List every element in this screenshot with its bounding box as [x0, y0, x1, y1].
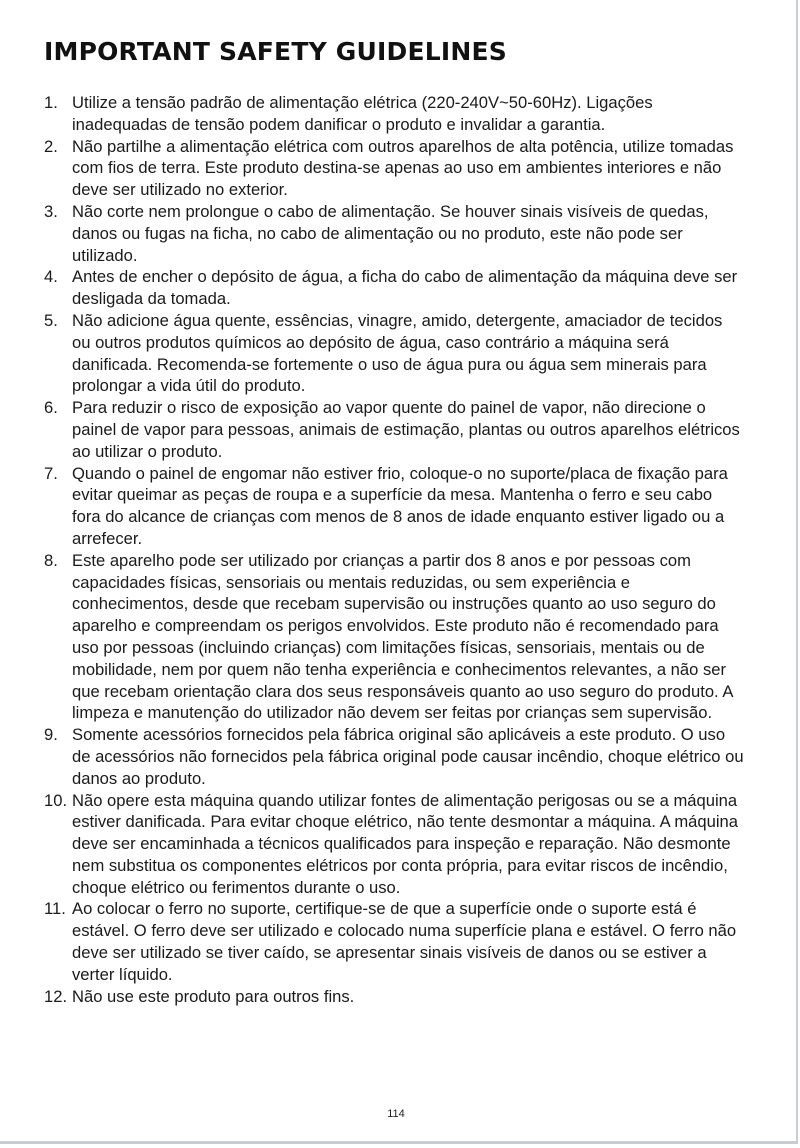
list-item [44, 92, 744, 136]
list-item [44, 724, 744, 789]
list-item-number: 9. [44, 725, 58, 745]
list-item-text: Este aparelho pode ser utilizado por crianças a partir dos 8 anos e por pessoas com capacidades físicas, sensoriais ou mentais reduzidas, ou sem experiência e conhecimentos, desde que recebam supervisão ou instruções quanto ao uso seguro do aparelho e compreendam os perigos envolvidos. Este produto não é recomendado para uso por pessoas (incluindo crianças) com limitações físicas, sensoriais, mentais ou de mobilidade, nem por quem não tenha experiência e conhecimentos relevantes, a não ser que recebam orientação clara dos seus responsáveis quanto ao uso seguro do produto. A limpeza e manutenção do utilizador não devem ser feitas por crianças sem supervisão. [72, 550, 733, 723]
list-item-number: 12. [44, 986, 68, 1006]
list-item-text: Não partilhe a alimentação elétrica com outros aparelhos de alta potência, utilize tomadas com fios de terra. Este produto destina-se apenas ao uso em ambientes interiores e não deve ser utilizado no exterior. [72, 136, 734, 200]
list-item-text: Quando o painel de engomar não estiver frio, coloque-o no suporte/placa de fixação para evitar queimar as peças de roupa e a superfície da mesa. Mantenha o ferro e seu cabo fora do alcance de crianças com menos de 8 anos de idade enquanto estiver ligado ou a arrefecer. [72, 463, 728, 548]
list-item-text: Não use este produto para outros fins. [72, 986, 355, 1006]
list-item-number: 4. [44, 267, 58, 287]
list-item-number: 11. [44, 899, 66, 919]
list-item-text: Utilize a tensão padrão de alimentação elétrica (220-240V~50-60Hz). Ligações inadequadas de tensão podem danificar o produto e invalidar a garantia. [72, 93, 653, 134]
list-item [44, 898, 744, 985]
list-item [44, 310, 744, 397]
list-item-text: Para reduzir o risco de exposição ao vapor quente do painel de vapor, não direcione o painel de vapor para pessoas, animais de estimação, plantas ou outros aparelhos elétricos ao utilizar o produto. [72, 398, 740, 461]
list-item [44, 790, 744, 899]
list-item-number: 2. [44, 136, 58, 156]
list-item-number: 1. [44, 93, 58, 112]
list-item-text: Antes de encher o depósito de água, a ficha do cabo de alimentação da máquina deve ser desligada da tomada. [72, 267, 738, 309]
list-item [44, 397, 744, 462]
list-item [44, 463, 744, 550]
list-item [44, 136, 744, 201]
page-title: IMPORTANT SAFETY GUIDELINES [44, 37, 507, 66]
list-item-text: Somente acessórios fornecidos pela fábrica original são aplicáveis a este produto. O uso de acessórios não fornecidos pela fábrica original pode causar incêndio, choque elétrico ou danos ao produto. [72, 725, 744, 788]
list-item-number: 5. [44, 310, 58, 330]
list-item-number: 10. [44, 790, 68, 810]
list-item-number: 8. [44, 550, 58, 570]
list-item-number: 7. [44, 463, 58, 483]
list-item [44, 201, 744, 266]
safety-guidelines-list [44, 92, 744, 1007]
list-item-text: Ao colocar o ferro no suporte, certifique-se de que a superfície onde o suporte está é estável. O ferro deve ser utilizado e colocado numa superfície plana e estável. O ferro não deve ser utilizado se tiver caído, se apresentar sinais visíveis de danos ou se estiver a verter líquido. [72, 899, 737, 984]
list-item-number: 3. [44, 201, 58, 221]
list-item-text: Não opere esta máquina quando utilizar fontes de alimentação perigosas ou se a máquina estiver danificada. Para evitar choque elétrico, não tente desmontar a máquina. A máquina deve ser encaminhada a técnicos qualificados para inspeção e reparação. Não desmonte nem substitua os componentes elétricos por conta própria, para evitar riscos de incêndio, choque elétrico ou ferimentos durante o uso. [72, 790, 739, 897]
list-item-text: Não adicione água quente, essências, vinagre, amido, detergente, amaciador de tecidos ou outros produtos químicos ao depósito de água, caso contrário a máquina será danificada. Recomenda-se fortemente o uso de água pura ou água sem minerais para prolongar a vida útil do produto. [72, 310, 723, 396]
list-item [44, 266, 744, 310]
list-item-number: 6. [44, 398, 58, 418]
list-item [44, 550, 744, 724]
list-item-text: Não corte nem prolongue o cabo de alimentação. Se houver sinais visíveis de quedas, danos ou fugas na ficha, no cabo de alimentação ou no produto, este não pode ser utilizado. [72, 201, 709, 265]
list-item [44, 986, 744, 1008]
page-number: 114 [387, 1108, 405, 1120]
